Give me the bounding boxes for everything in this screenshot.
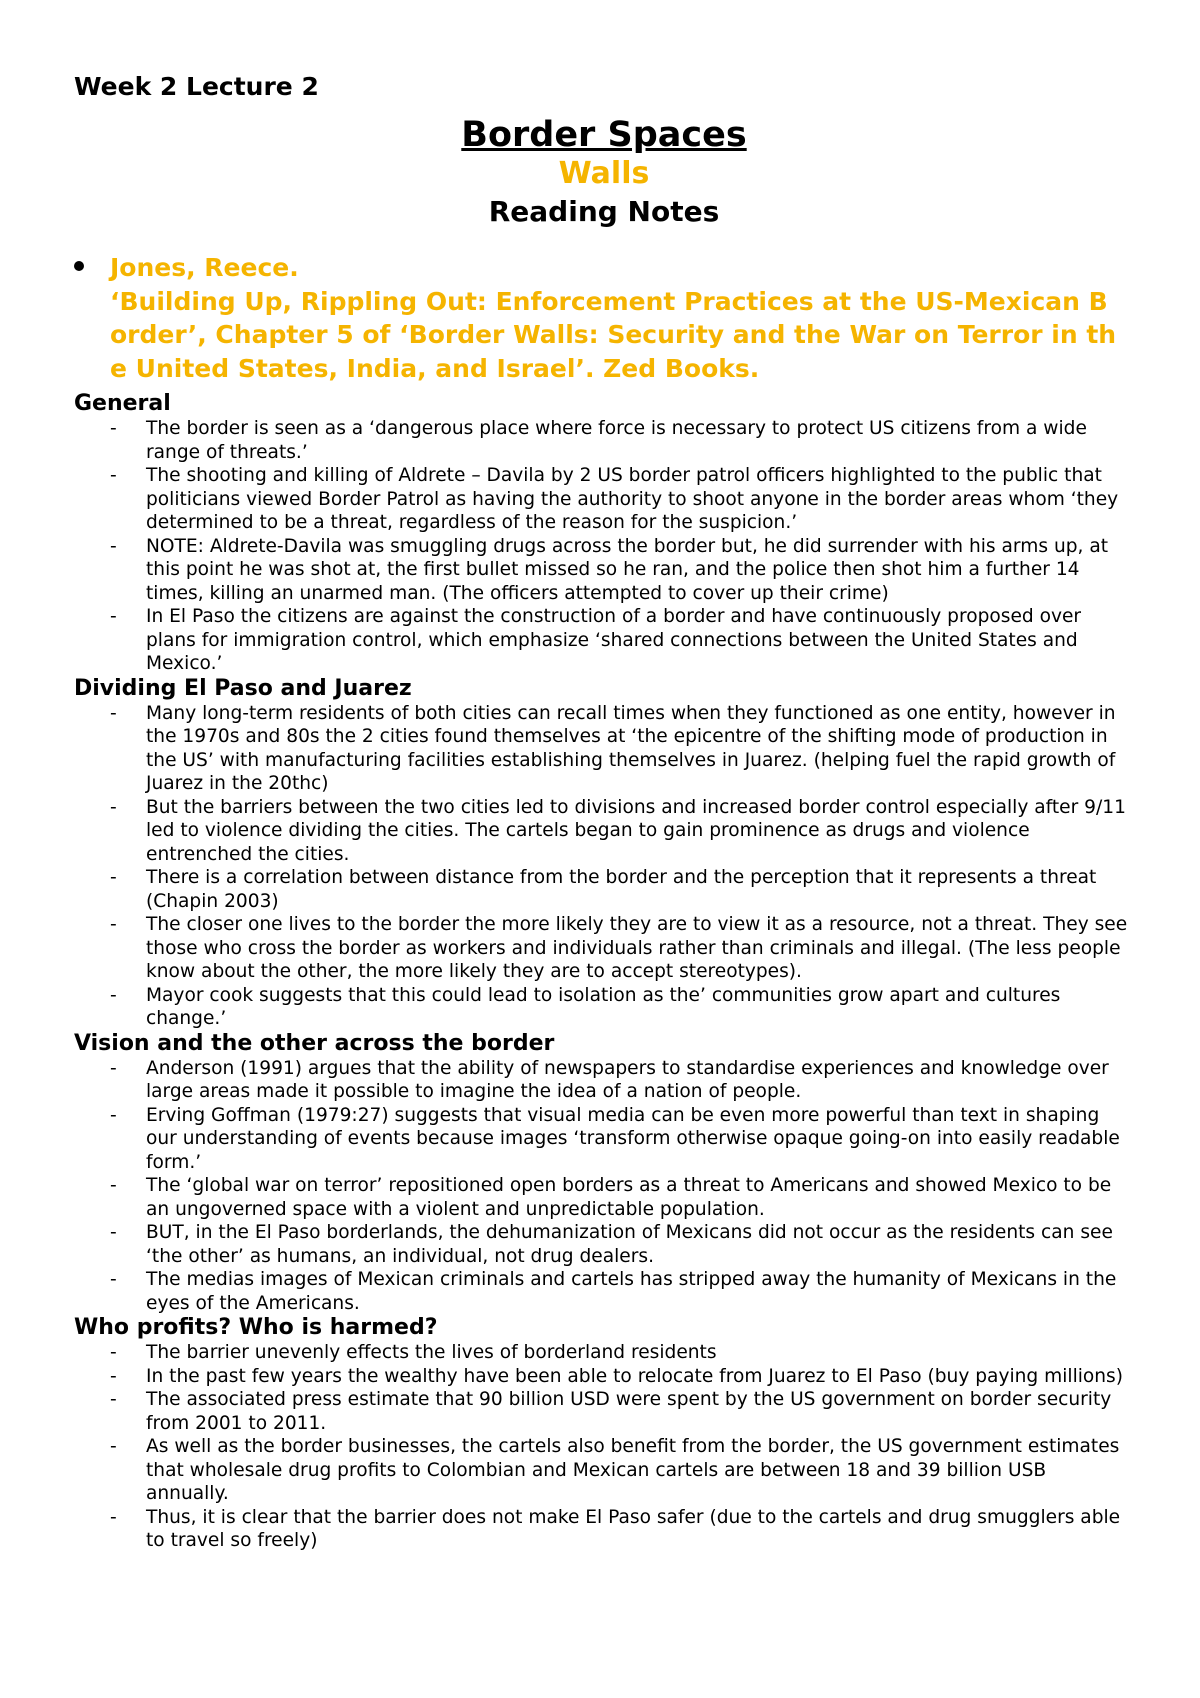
dash-bullet-icon: - xyxy=(110,1175,117,1196)
note-item xyxy=(74,702,1134,796)
note-item xyxy=(74,1221,1134,1268)
dash-bullet-icon: - xyxy=(110,418,117,439)
note-text: As well as the border businesses, the cartels also benefit from the border, the US government estimates that wholesale drug profits to Colombian and Mexican cartels are between 18 and 39 billion USB annually. xyxy=(146,1436,1120,1504)
note-text: The ‘global war on terror’ repositioned open borders as a threat to Americans and showed Mexico to be an ungoverned space with a violent and unpredictable population. xyxy=(146,1175,1112,1220)
note-text: In the past few years the wealthy have been able to relocate from Juarez to El Paso (buy paying millions) xyxy=(146,1365,1123,1387)
note-text: NOTE: Aldrete-Davila was smuggling drugs across the border but, he did surrender with his arms up, at this point he was shot at, the first bullet missed so he ran, and the police then shot him a further 14 times, killing an unarmed man. (The officers attempted to cover up their crime) xyxy=(146,535,1109,604)
note-item xyxy=(74,464,1134,535)
document-page xyxy=(74,72,1134,1553)
dash-bullet-icon: - xyxy=(110,867,117,888)
note-item xyxy=(74,1341,1134,1365)
note-item xyxy=(74,1365,1134,1389)
dash-bullet-icon: - xyxy=(110,1365,117,1387)
note-text: The barrier unevenly effects the lives of borderland residents xyxy=(146,1342,717,1363)
section-heading: Who profits? Who is harmed? xyxy=(74,1315,438,1340)
notes-list xyxy=(74,1341,1134,1553)
note-item xyxy=(74,796,1134,867)
dash-bullet-icon: - xyxy=(110,984,117,1006)
reference-title: ‘Building Up, Rippling Out: Enforcement Practices at the US-Mexican Border’, Chapter 5 of ‘Border Walls: Security and the War on Terror in the United States, India, and Israel’. Zed Books. xyxy=(110,286,1117,383)
reference-author: Jones, Reece. xyxy=(110,253,299,282)
dash-bullet-icon: - xyxy=(110,465,117,486)
document-heading: Reading Notes xyxy=(488,195,720,228)
note-text: The shooting and killing of Aldrete – Davila by 2 US border patrol officers highlighted to the public that politicians viewed Border Patrol as having the authority to shoot anyone in the border areas whom ‘they determined to be a threat, regardless of the reason for the suspicion.’ xyxy=(146,465,1119,533)
reference-citation xyxy=(74,251,1134,385)
dash-bullet-icon: - xyxy=(110,606,117,627)
notes-list xyxy=(74,1057,1134,1316)
document-title: Border Spaces xyxy=(461,115,747,155)
dash-bullet-icon: - xyxy=(110,796,117,818)
note-item xyxy=(74,1174,1134,1221)
note-item xyxy=(74,605,1134,676)
note-text: BUT, in the El Paso borderlands, the dehumanization of Mexicans did not occur as the residents can see ‘the other’ as humans, an individual, not drug dealers. xyxy=(146,1222,1113,1267)
note-text: There is a correlation between distance from the border and the perception that it represents a threat (Chapin 2003) xyxy=(146,867,1097,912)
note-text: The closer one lives to the border the more likely they are to view it as a resource, not a threat. They see those who cross the border as workers and individuals rather than criminals and illegal. (The less people know about the other, the more likely they are to accept stereotypes). xyxy=(146,914,1128,982)
section-heading: Dividing El Paso and Juarez xyxy=(74,675,412,701)
note-text: The border is seen as a ‘dangerous place where force is necessary to protect US citizens from a wide range of threats.’ xyxy=(146,418,1087,463)
document-subtitle: Walls xyxy=(558,156,650,191)
note-text: Many long-term residents of both cities can recall times when they functioned as one entity, however in the 1970s and 80s the 2 cities found themselves at ‘the epicentre of the shifting mode of production in the US’ with manufacturing facilities establishing themselves in Juarez. (helping fuel the rapid growth of Juarez in the 20thc) xyxy=(146,702,1116,794)
dash-bullet-icon: - xyxy=(110,1342,117,1363)
note-item xyxy=(74,1435,1134,1506)
dash-bullet-icon: - xyxy=(110,1389,117,1410)
notes-list xyxy=(74,417,1134,676)
note-item xyxy=(74,417,1134,464)
note-item xyxy=(74,1057,1134,1104)
dash-bullet-icon: - xyxy=(110,1057,117,1079)
note-text: The associated press estimate that 90 billion USD were spent by the US government on border security from 2001 to 2011. xyxy=(146,1389,1112,1434)
note-text: Anderson (1991) argues that the ability of newspapers to standardise experiences and knowledge over large areas made it possible to imagine the idea of a nation of people. xyxy=(146,1057,1109,1102)
lecture-label: Week 2 Lecture 2 xyxy=(74,72,319,101)
note-text: The medias images of Mexican criminals and cartels has stripped away the humanity of Mexicans in the eyes of the Americans. xyxy=(146,1269,1117,1314)
note-item xyxy=(74,1104,1134,1175)
dash-bullet-icon: - xyxy=(110,1269,117,1290)
notes-sections xyxy=(74,391,1134,1553)
dash-bullet-icon: - xyxy=(110,535,117,557)
dash-bullet-icon: - xyxy=(110,1436,117,1457)
notes-list xyxy=(74,702,1134,1031)
note-item xyxy=(74,984,1134,1031)
dash-bullet-icon: - xyxy=(110,914,117,935)
note-item xyxy=(74,1268,1134,1315)
section-heading: Vision and the other across the border xyxy=(74,1030,555,1056)
dash-bullet-icon: - xyxy=(110,1506,117,1528)
note-item xyxy=(74,866,1134,913)
note-item xyxy=(74,913,1134,984)
note-text: Erving Goffman (1979:27) suggests that visual media can be even more powerful than text in shaping our understanding of events because images ‘transform otherwise opaque going-on into easily readable form.’ xyxy=(146,1104,1120,1173)
bullet-icon xyxy=(74,261,84,271)
dash-bullet-icon: - xyxy=(110,1104,117,1126)
section-heading: General xyxy=(74,391,171,416)
dash-bullet-icon: - xyxy=(110,1222,117,1243)
note-item xyxy=(74,535,1134,606)
note-item xyxy=(74,1506,1134,1553)
note-text: In El Paso the citizens are against the construction of a border and have continuously proposed over plans for immigration control, which emphasize ‘shared connections between the United States and Mexico.’ xyxy=(146,606,1082,674)
dash-bullet-icon: - xyxy=(110,702,117,724)
note-item xyxy=(74,1388,1134,1435)
note-text: Mayor cook suggests that this could lead to isolation as the’ communities grow apart and cultures change.’ xyxy=(146,984,1061,1029)
note-text: But the barriers between the two cities led to divisions and increased border control especially after 9/11 led to violence dividing the cities. The cartels began to gain prominence as drugs and violence entrenched the cities. xyxy=(146,796,1126,865)
note-text: Thus, it is clear that the barrier does not make El Paso safer (due to the cartels and drug smugglers able to travel so freely) xyxy=(146,1506,1121,1551)
